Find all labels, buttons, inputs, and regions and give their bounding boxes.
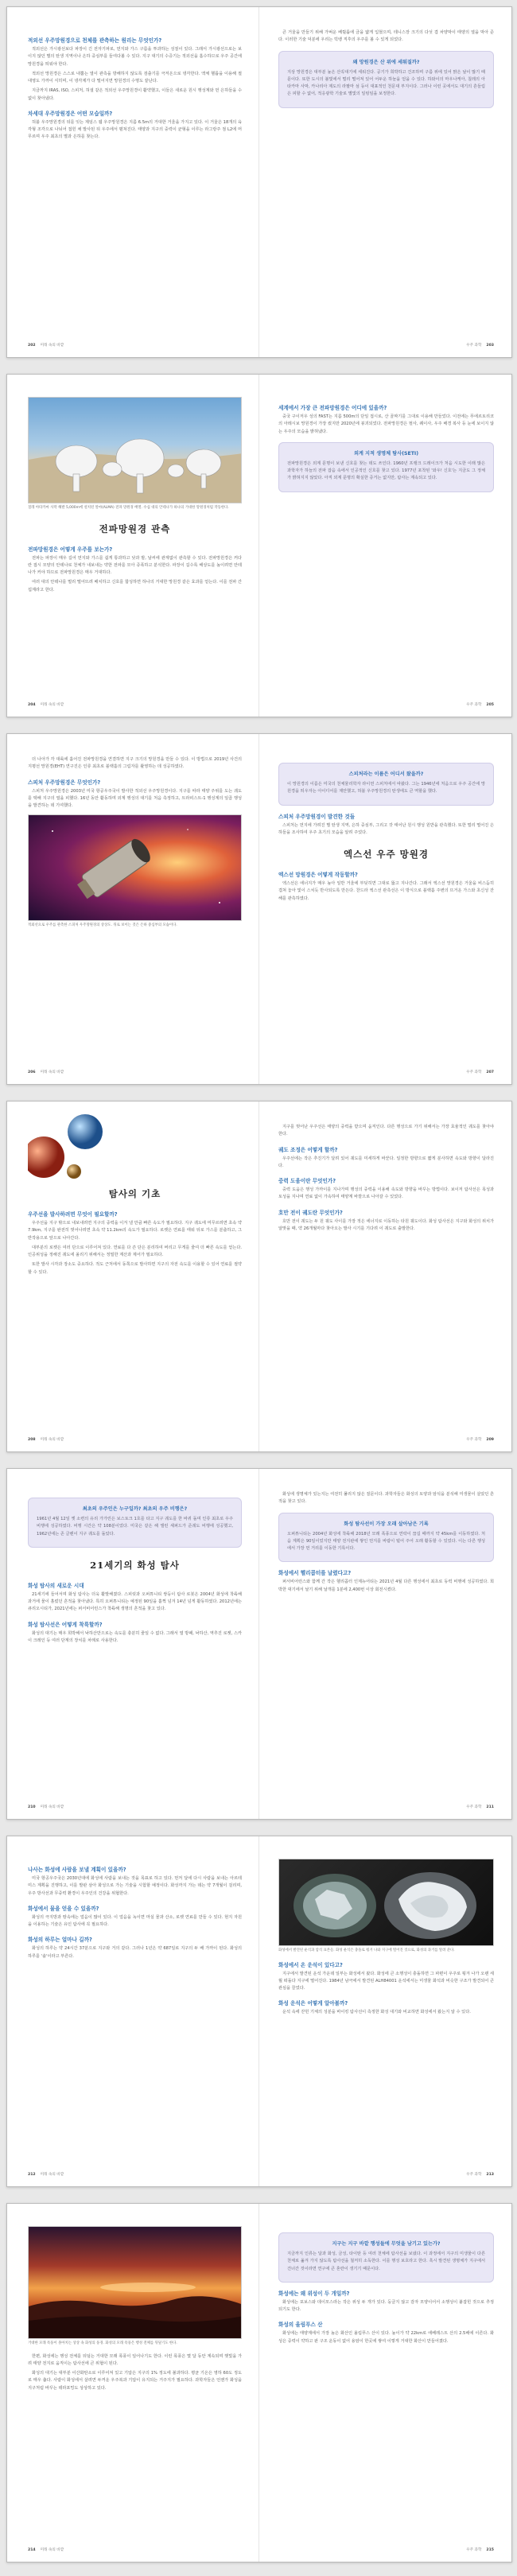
info-box-title: 화성 탐사선이 가장 오래 살아남은 기록	[344, 1521, 429, 1527]
planets-illustration	[28, 1109, 243, 1181]
body-paragraph: 화성의 대기는 매우 희박해서 낙하산만으로는 속도를 충분히 줄일 수 없다. 그래서 열 방패, 낙하산, 역추진 로켓, 스카이 크레인 등 여러 단계의 장치를 차례로 사용한다.	[28, 1630, 242, 1643]
footer-left: 206 미래 속의 바깥	[28, 1070, 64, 1074]
page-left	[7, 1836, 259, 2186]
body-paragraph: 화성의 하루는 약 24시간 37분으로 지구와 거의 같다. 그러나 1년은 약 687일로 지구의 두 배 가까이 된다. 화성의 하루를 '솔'이라고 부른다.	[28, 1946, 242, 1959]
body-paragraph: 우주선에는 작은 추진기가 달려 있어 궤도를 미세하게 바꾼다. 일정한 방향으로 짧게 분사하면 속도와 방향이 달라진다.	[278, 1156, 494, 1168]
body-paragraph: 미국 항공우주국은 2030년대에 화성에 사람을 보내는 것을 목표로 하고 있다. 먼저 달에 다시 사람을 보내는 아르테미스 계획을 진행하고, 이를 발판 삼아 화성으로 가는 기술을 시험할 예정이다. 화성까지 가는 데는 약 7개월이 걸리며, 우주 방사선과 무중력 환경이 우주인의 건강을 위협한다.	[28, 1876, 242, 1896]
info-box-text: 지상 망원경은 대부분 높은 산꼭대기에 세워진다. 공기가 희박하고 건조하며 구름 위에 있어 맑은 날이 많기 때문이다. 또한 도시의 불빛에서 멀리 떨어져 있어 어두운 하늘을 얻을 수 있다. 하와이의 마우나케아, 칠레의 아타카마 사막, 카나리아 제도의 라팔마 섬 등이 대표적인 천문대 부지이다. 그러나 이런 곳에서도 대기의 흔들림은 피할 수 없어, 적응광학 기술로 별빛의 일렁임을 보정한다.	[287, 69, 485, 97]
question-heading: 화성의 하루는 얼마나 길까?	[28, 1937, 92, 1944]
question-heading: 엑스선 망원경은 어떻게 작동할까?	[278, 872, 358, 878]
info-box-title: 지구는 지구 바깥 행성들에 무엇을 남기고 있는가?	[332, 2241, 441, 2247]
section-title: 탐사의 기초	[108, 1188, 161, 1199]
body-paragraph: 또한 발사 시각과 장소도 중요하다. 적도 근처에서 동쪽으로 발사하면 지구의 자전 속도를 이용할 수 있어 연료를 절약할 수 있다.	[28, 1262, 242, 1275]
image-caption: 거대한 모래 폭풍이 몰아치는 상상 속 화성의 풍경. 화성의 모래 폭풍은 행성 전체를 뒤덮기도 한다.	[28, 2341, 177, 2345]
footer-right: 우주 과학 203	[466, 344, 494, 348]
body-paragraph: 운석 속에 갇힌 기체의 성분을 바이킹 탐사선이 측정한 화성 대기와 비교하면 화성에서 왔는지 알 수 있다.	[282, 2010, 471, 2015]
body-paragraph: 적외선은 가시광선보다 파장이 긴 전자기파로, 먼지와 가스 구름을 투과하는 성질이 있다. 그래서 가시광선으로는 보이지 않던 별의 탄생 지역이나 은하 중심부를 들여다볼 수 있다. 지구 대기의 수증기는 적외선을 흡수하므로 우주 공간에 망원경을 띄워야 한다.	[28, 47, 242, 67]
footer-left: 210 미래 속의 바깥	[28, 1805, 64, 1809]
footer-left: 212 미래 속의 바깥	[28, 2173, 64, 2177]
body-paragraph: 전파는 파장이 매우 길어 먼지와 가스를 쉽게 통과하고 낮과 밤, 날씨에 관계없이 관측할 수 있다. 전파망원경은 커다란 접시 모양의 안테나로 천체가 내보내는 약한 전파를 모아 증폭하고 분석한다. 파장이 길수록 해상도를 높이려면 안테나가 커야 하므로 전파망원경은 매우 거대하다.	[28, 555, 242, 576]
question-heading: 중력 도움이란 무엇인가?	[278, 1178, 336, 1184]
question-heading: 나사는 화성에 사람을 보낼 계획이 있을까?	[28, 1867, 126, 1873]
question-heading: 스피처 우주망원경은 무엇인가?	[28, 779, 101, 786]
info-box-text: 지금까지 인류는 달과 화성, 금성, 타이탄 등 여러 천체에 탐사선을 보냈다. 이 과정에서 지구의 미생물이 다른 천체로 옮겨 가지 않도록 탐사선을 철저히 소독한다. 이를 행성 보호라고 한다. 혹시 발견된 생명체가 지구에서 건너간 것이라면 연구에 큰 혼란이 생기기 때문이다.	[287, 2252, 485, 2271]
footer-left: 204 미래 속의 바깥	[28, 703, 64, 707]
footer-right: 우주 과학 209	[466, 1438, 494, 1442]
info-box	[278, 763, 494, 806]
footer-left: 202 미래 속의 바깥	[28, 344, 64, 348]
info-box-title: 외계 지적 생명체 탐사(SETI)	[353, 450, 419, 457]
question-heading: 화성에는 왜 위성이 두 개일까?	[278, 2290, 350, 2297]
mars-dust-storm-illustration	[28, 2226, 242, 2339]
body-paragraph: 화성에는 포보스와 데이모스라는 작은 위성 두 개가 있다. 둥글지 않고 감자 모양이어서 소행성이 붙잡힌 것으로 추정되기도 한다.	[278, 2299, 494, 2312]
footer-left: 208 미래 속의 바깥	[28, 1438, 64, 1442]
section-title: 전파망원경 관측	[99, 523, 171, 534]
info-box-text: 전파망원경은 외계 문명이 보낸 신호를 찾는 데도 쓰인다. 1960년 프랭크 드레이크가 처음 시도한 이래 많은 과학자가 하늘의 전파 잡음 속에서 인공적인 신호를 찾고 있다. 1977년 포착된 '와우! 신호'는 지금도 그 정체가 밝혀지지 않았다. 아직 외계 문명의 확실한 증거는 없지만, 탐사는 계속되고 있다.	[287, 460, 485, 481]
question-heading: 화성에서 물을 얻을 수 있을까?	[28, 1905, 99, 1912]
body-paragraph: 화성에는 태양계에서 가장 높은 화산인 올림푸스 산이 있다. 높이가 약 22km로 에베레스트 산의 2.5배에 이른다. 화성은 중력이 약하고 판 구조 운동이 없어 용암이 한곳에 쌓여 이렇게 거대한 화산이 만들어졌다.	[278, 2331, 494, 2344]
body-paragraph: 지금까지 IRAS, ISO, 스피처, 허셜 같은 적외선 우주망원경이 활약했고, 이들은 새로운 원시 행성계와 먼 은하들을 수없이 찾아냈다.	[28, 88, 242, 101]
page-right	[259, 2204, 511, 2562]
question-heading: 차세대 우주망원경은 어떤 모습일까?	[28, 110, 113, 117]
page-left	[7, 1102, 259, 1451]
body-paragraph: 화성에 생명체가 있는지는 여전히 풀리지 않은 질문이다. 과학자들은 화성의 토양과 암석을 분석해 미생물이 살았던 흔적을 찾고 있다.	[278, 1492, 494, 1505]
question-heading: 전파망원경은 어떻게 우주를 보는가?	[28, 546, 113, 553]
body-paragraph: 21세기에 들어서며 화성 탐사는 더욱 활발해졌다. 스피릿과 오퍼튜니티 쌍둥이 탐사 로봇은 2004년 화성에 착륙해 과거에 물이 흘렀던 흔적을 찾아냈다. 특히 오퍼튜니티는 예정된 90일을 훌쩍 넘겨 14년 넘게 활동하였다. 2012년에는 큐리오시티가, 2021년에는 퍼서비어런스가 착륙해 생명의 흔적을 찾고 있다.	[28, 1591, 242, 1612]
body-paragraph: 지구에서 발견된 운석 가운데 일부는 화성에서 왔다. 화성에 큰 소행성이 충돌하면 그 파편이 우주로 튕겨 나가 오랜 세월 떠돌다 지구에 떨어진다. 1984년 남극에서 발견된 ALH84001 운석에서는 미생물 화석과 비슷한 구조가 발견되어 큰 관심을 끌었다.	[278, 1971, 494, 1991]
body-paragraph: 한편, 화성에는 행성 전체를 뒤덮는 거대한 모래 폭풍이 일어나기도 한다. 이런 폭풍은 몇 달 동안 계속되며 햇빛을 가려 태양 전지로 움직이는 탐사선에 큰 위협이 된다.	[28, 2353, 242, 2366]
body-paragraph: 대부분의 로켓은 여러 단으로 이루어져 있다. 연료를 다 쓴 단은 분리하여 버리고 무게를 줄여 더 빠른 속도를 얻는다. 인공위성을 정해진 궤도에 올리기 위해서는 정밀한 계산과 제어가 필요하다.	[28, 1245, 242, 1257]
body-paragraph: 퍼서비어런스와 함께 간 작은 헬리콥터 인제뉴어티는 2021년 4월 다른 행성에서 최초로 동력 비행에 성공하였다. 희박한 대기에서 날기 위해 날개를 1분에 2,400번 이상 회전시켰다.	[278, 1579, 494, 1592]
page-right	[259, 734, 511, 1084]
question-heading: 우주선을 발사하려면 무엇이 필요할까?	[28, 1211, 118, 1218]
footer-right: 우주 과학 211	[466, 1805, 494, 1809]
page-left	[7, 1469, 259, 1819]
question-heading: 화성에서 헬리콥터를 날렸다고?	[278, 1570, 352, 1577]
section-title: 엑스선 우주 망원경	[344, 849, 429, 860]
info-box	[278, 2232, 494, 2283]
image-caption: 칠레 아타카마 사막 해발 5,000m에 설치된 알마(ALMA) 전파 망원경 배열. 수십 대의 안테나가 하나의 거대한 망원경처럼 작동한다.	[28, 506, 229, 510]
question-heading: 화성의 올림푸스 산	[278, 2322, 323, 2329]
page-right	[259, 1102, 511, 1451]
spread-3	[6, 733, 512, 1085]
body-paragraph: 중국 구이저우 성의 FAST는 지름 500m의 단일 접시로, 산 골짜기를 그대로 이용해 만들었다. 이전에는 푸에르토리코의 아레시보 망원경이 가장 컸지만 2020년에 붕괴되었다. 전파망원경은 펄사, 퀘이사, 우주 배경 복사 등 눈에 보이지 않는 우주의 모습을 밝혀냈다.	[278, 414, 494, 434]
info-box-text: 오퍼튜니티는 2004년 화성에 착륙해 2018년 모래 폭풍으로 연락이 끊길 때까지 약 45km를 이동하였다. 처음 계획은 90일이었지만 태양 전지판에 쌓인 먼지를 바람이 털어 주어 오래 활동할 수 있었다. 이는 다른 행성에서 가장 먼 거리를 이동한 기록이다.	[287, 1531, 485, 1551]
info-box-text: 1961년 4월 12일 옛 소련의 유리 가가린은 보스토크 1호를 타고 지구 궤도를 한 바퀴 돌며 인류 최초로 우주 비행에 성공하였다. 비행 시간은 약 108분이었다. 미국은 같은 해 앨런 셰퍼드가 준궤도 비행에 성공했고, 1962년에는 존 글렌이 지구 궤도를 돌았다.	[37, 1517, 233, 1537]
question-heading: 화성 탐사선은 어떻게 착륙할까?	[28, 1621, 103, 1628]
spread-5	[6, 1468, 512, 1820]
body-paragraph: 화성의 극지방과 땅속에는 얼음이 많이 있다. 이 얼음을 녹이면 마실 물과 산소, 로켓 연료를 만들 수 있다. 현지 자원을 이용하는 기술은 유인 탐사에 꼭 필요하다.	[28, 1914, 242, 1927]
spread-1	[6, 6, 512, 358]
page-left	[7, 7, 259, 357]
body-paragraph: 화성의 대기는 대부분 이산화탄소로 이루어져 있고 기압은 지구의 1% 정도에 불과하다. 평균 기온은 영하 60도 정도로 매우 춥다. 사람이 화성에서 살려면 두꺼운 우주복과 기압이 유지되는 거주지가 필요하다. 과학자들은 언젠가 화성을 지구처럼 바꾸는 테라포밍도 상상하고 있다.	[28, 2371, 242, 2391]
spread-7	[6, 2203, 512, 2562]
page-right	[259, 7, 511, 357]
question-heading: 스피처 우주망원경이 발견한 것들	[278, 813, 356, 820]
section-title: 21세기의 화성 탐사	[90, 1559, 180, 1571]
meteorite-samples-photo	[278, 1859, 494, 1946]
info-box-title: 최초의 우주인은 누구일까? 최초의 우주 비행은?	[82, 1506, 188, 1512]
spread-4	[6, 1101, 512, 1452]
question-heading: 궤도 조정은 어떻게 할까?	[278, 1146, 338, 1153]
question-heading: 세계에서 가장 큰 전파망원경은 어디에 있을까?	[278, 405, 387, 411]
page-left	[7, 2204, 259, 2562]
page-right	[259, 1469, 511, 1819]
question-heading: 호만 전이 궤도란 무엇인가?	[278, 1209, 343, 1216]
info-box	[278, 51, 494, 108]
body-paragraph: 허블 우주망원경의 뒤를 잇는 제임스 웹 우주망원경은 지름 6.5m의 거대한 거울을 가지고 있다. 이 거울은 18개의 육각형 조각으로 나뉘어 접힌 채 발사된 뒤 우주에서 펼쳐진다. 태양과 지구의 중력이 균형을 이루는 라그랑주 점 L2에 머무르며 우주 최초의 별과 은하를 찾는다.	[28, 119, 242, 140]
footer-left: 214 미래 속의 바깥	[28, 2548, 64, 2552]
question-heading: 적외선 우주망원경으로 천체를 관측하는 원리는 무엇인가?	[28, 37, 162, 44]
info-box	[28, 1498, 242, 1548]
radio-telescope-photo	[28, 397, 242, 503]
footer-right: 우주 과학 213	[466, 2173, 494, 2177]
page-left	[7, 375, 259, 717]
info-box-title: 스피처라는 이름은 어디서 왔을까?	[348, 771, 424, 777]
info-box-title: 왜 망원경은 산 위에 세워질까?	[352, 59, 420, 65]
question-heading: 화성에서 온 운석이 있다고?	[278, 1961, 343, 1968]
body-paragraph: 스피처 우주망원경은 2003년 미국 항공우주국이 발사한 적외선 우주망원경이다. 지구를 따라 태양 주위를 도는 궤도를 택해 지구의 열을 피했다. 16년 동안 활동하며 외계 행성의 대기를 처음 측정하고, 트라피스트-1 행성계의 일곱 행성을 발견하는 데 기여했다.	[28, 788, 242, 808]
info-box	[278, 1513, 494, 1563]
page-right	[259, 1836, 511, 2186]
body-paragraph: 적외선 망원경은 스스로 내뿜는 열이 관측을 방해하지 않도록 검출기를 극저온으로 냉각한다. 액체 헬륨을 이용해 절대영도 가까이 식히며, 이 냉각제가 다 떨어지면 망원경의 수명도 끝난다.	[28, 71, 242, 84]
info-box-text: 이 망원경의 이름은 미국의 천체물리학자 라이먼 스피처에서 따왔다. 그는 1946년에 처음으로 우주 공간에 망원경을 띄우자는 아이디어를 제안했고, 허블 우주망원경의 탄생에도 큰 역할을 했다.	[287, 782, 485, 795]
page-right	[259, 375, 511, 717]
body-paragraph: 여러 대의 안테나를 멀리 떨어뜨려 배치하고 신호를 합성하면 하나의 거대한 망원경 같은 효과를 얻는다. 이를 전파 간섭계라고 한다.	[28, 580, 242, 593]
spread-2	[6, 374, 512, 717]
spread-6	[6, 1836, 512, 2187]
body-paragraph: 지구를 벗어난 우주선은 태양의 중력을 받으며 움직인다. 다른 행성으로 가기 위해서는 가장 효율적인 궤도를 찾아야 한다.	[278, 1125, 494, 1137]
question-heading: 화성 탐사의 새로운 시대	[28, 1582, 84, 1589]
page-left	[7, 734, 259, 1084]
body-paragraph: 중력 도움은 행성 가까이를 지나가며 행성의 중력을 이용해 속도와 방향을 바꾸는 방법이다. 보이저 탐사선은 목성과 토성을 지나며 연료 없이 가속하여 태양계 바깥으로 나아갈 수 있었다.	[278, 1187, 494, 1200]
footer-right: 우주 과학 205	[466, 703, 494, 707]
spitzer-telescope-illustration	[28, 814, 242, 921]
footer-right: 우주 과학 207	[466, 1070, 494, 1074]
body-paragraph: 우주선을 지구 밖으로 내보내려면 지구의 중력을 이겨 낼 만큼 빠른 속도가 필요하다. 지구 궤도에 머무르려면 초속 약 7.9km, 지구를 완전히 벗어나려면 초속 약 11.2km의 속도가 필요하다. 로켓은 연료를 태워 뒤로 가스를 분출하고, 그 반작용으로 앞으로 나아간다.	[28, 1221, 242, 1241]
image-caption: 적외선으로 우주를 관측한 스피처 우주망원경의 상상도. 뒤로 보이는 것은 은하 중심부의 모습이다.	[28, 923, 177, 928]
body-paragraph: 엑스선은 에너지가 매우 높아 일반 거울에 부딪히면 그대로 뚫고 지나간다. 그래서 엑스선 망원경은 거울을 비스듬히 겹쳐 놓아 빛이 스치듯 반사되도록 만든다. 찬드라 엑스선 관측선은 이 방식으로 블랙홀 주변의 뜨거운 가스와 초신성 잔해를 관측하였다.	[278, 881, 494, 901]
info-box	[278, 442, 494, 492]
body-paragraph: 호만 전이 궤도는 두 원 궤도 사이를 가장 적은 에너지로 이동하는 타원 궤도이다. 화성 탐사선은 지구와 화성의 위치가 알맞을 때, 약 26개월마다 찾아오는 발사 시기를 기다려 이 궤도로 출발한다.	[278, 1218, 494, 1231]
question-heading: 화성 운석은 어떻게 알아볼까?	[278, 2000, 348, 2007]
body-paragraph: 스피처는 먼지에 가려진 별 탄생 지역, 은하 중심부, 그리고 갓 태어난 원시 행성 원반을 관측했다. 또한 멀리 떨어진 은하들을 조사하여 우주 초기의 모습을 알려 주었다.	[278, 822, 494, 835]
footer-right: 우주 과학 215	[466, 2548, 494, 2552]
body-paragraph: 큰 거울을 만들기 위해 가벼운 베릴륨에 금을 얇게 입혔으며, 테니스장 크기의 다섯 겹 차양막이 태양의 열을 막아 준다. 이러한 기술 덕분에 우리는 빅뱅 직후의 우주를 볼 수 있게 되었다.	[278, 30, 494, 43]
image-caption: 화성에서 발견된 운석과 암석 표본들. 화성 운석은 충돌로 튕겨 나와 지구에 떨어진 것으로, 화성의 과거를 알려 준다.	[278, 1949, 455, 1952]
body-paragraph: 더 나아가 각 대륙에 흩어진 전파망원경을 연결하면 지구 크기의 망원경을 만들 수 있다. 이 방법으로 2019년 사건의 지평선 망원경(EHT) 연구진은 인류 최초로 블랙홀의 그림자를 촬영하는 데 성공하였다.	[28, 757, 242, 770]
